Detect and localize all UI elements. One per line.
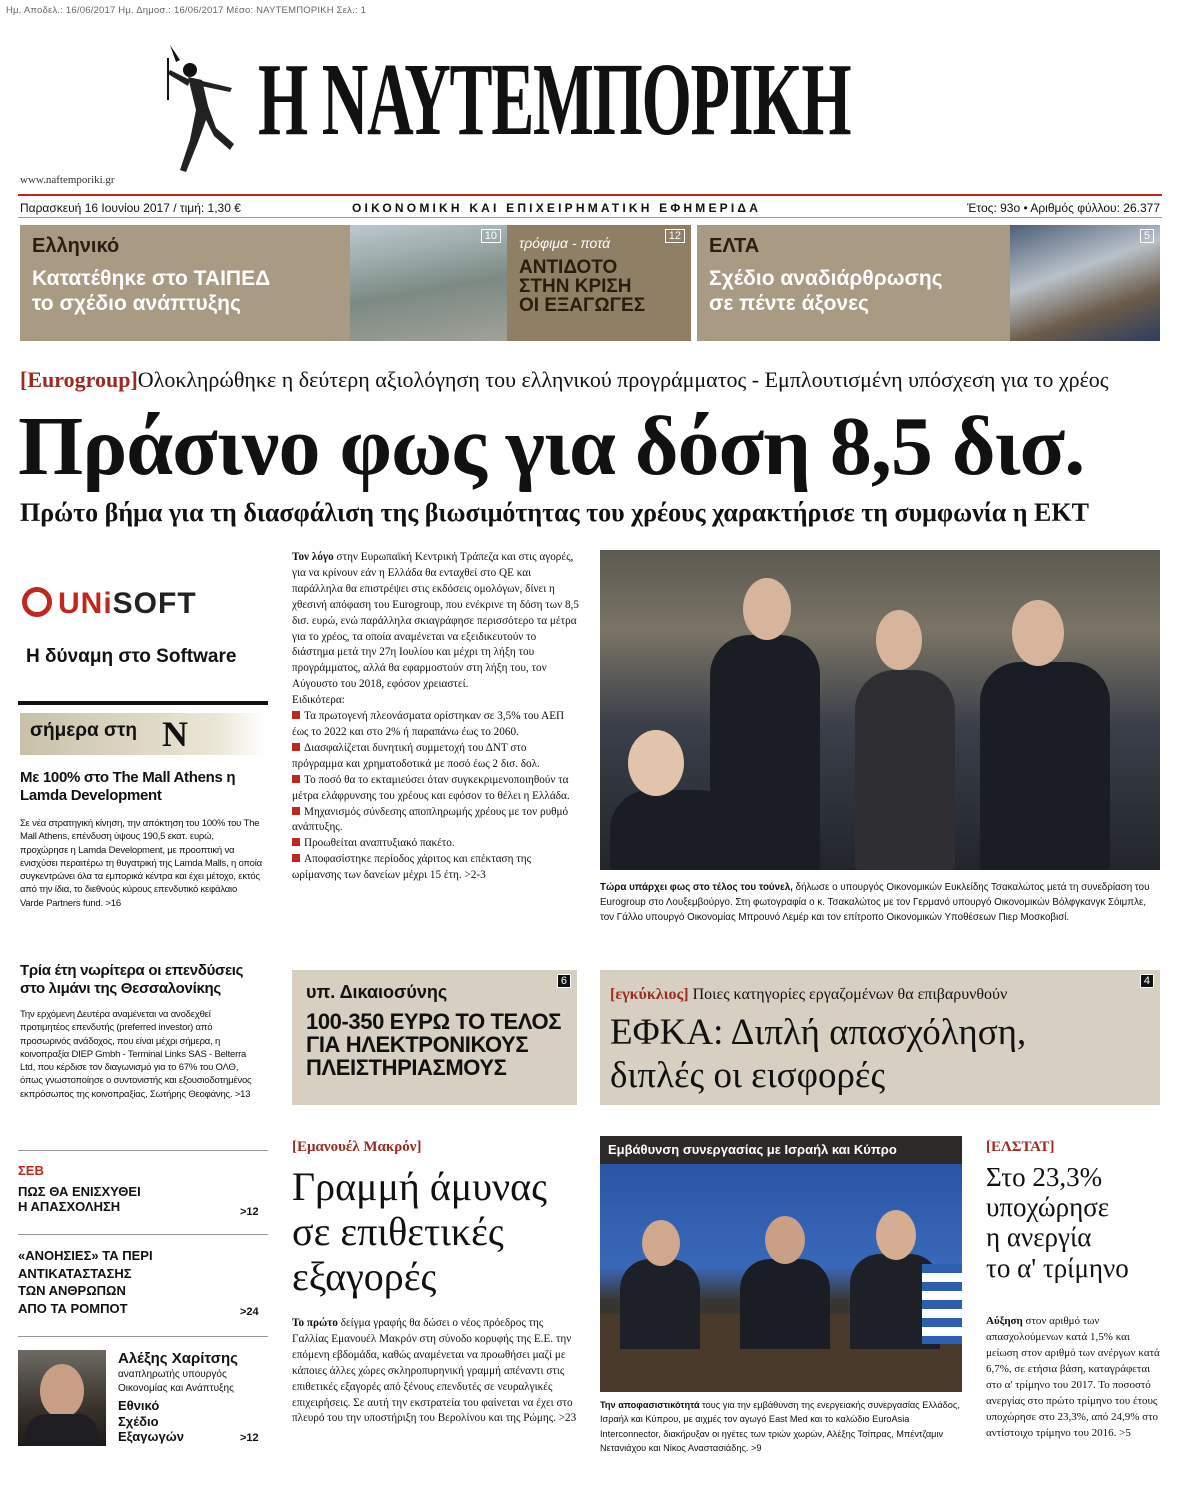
divider [18, 1234, 268, 1235]
sev-title[interactable]: ΠΩΣ ΘΑ ΕΝΙΣΧΥΘΕΙ Η ΑΠΑΣΧΟΛΗΣΗ [18, 1184, 141, 1214]
page-ref: >12 [240, 1206, 259, 1218]
page-number: 12 [665, 229, 685, 243]
signing-photo [600, 1164, 962, 1392]
unisoft-ring-icon [22, 587, 52, 617]
elta-photo [1010, 225, 1160, 341]
haritsis-portrait [18, 1350, 106, 1446]
teaser-text: ΑΝΤΙΔΟΤΟ ΣΤΗΝ ΚΡΙΣΗ ΟΙ ΕΞΑΓΩΓΕΣ [519, 257, 646, 316]
lead-bullet: Αποφασίστηκε περίοδος χάριτος και επέκταση της ωρίμανσης των δανείων μέχρι 15 έτη. >2-3 [292, 852, 579, 884]
dikaiosyni-box[interactable] [292, 970, 577, 1105]
left-story-title[interactable]: Με 100% στο The Mall Athens η Lamda Development [20, 769, 236, 804]
haritsis-role: αναπληρωτής υπουργός Οικονομίας και Ανάπτυξης [118, 1369, 234, 1394]
elstat-kicker: [ΕΛΣΤΑΤ] [986, 1139, 1055, 1155]
teaser-tag: τρόφιμα - ποτά [519, 235, 611, 251]
lead-headline[interactable]: Πράσινο φως για δόση 8,5 δισ. [18, 400, 1085, 493]
efka-box[interactable] [600, 970, 1160, 1105]
signing-caption: Την αποφασιστικότητά τους για την εμβάθυνση της ενεργειακής συνεργασίας Ελλάδος, Ισραήλ και Κύπρου, με αιχμές τον αγωγό East Med και το καλώδιο EuroAsia Interconnector, διακήρυξαν οι ηγέτες των τριών χωρών, Αλέξης Τσίπρας, Μπέντζαμιν Νετανιάχου και Νίκος Αναστασιάδης. >9 [600, 1400, 960, 1453]
header-divider [18, 217, 1162, 218]
left-story-body: Σε νέα στρατηγική κίνηση, την απόκτηση του 100% του The Mall Athens, επένδυση ύψους 190,5 εκατ. ευρώ, προχώρησε η Lamda Development, με προοπτική να ενισχύσει περαιτέρω τη θυγατρική της Lamda Malls, η οποία συγκεντρώνει όλα τα εμπορικά κέντρα και έχει μέτοχο, εκτός από την ίδια, το διεθνούς κύρους επενδυτικό κεφάλαιο Varde Partners fund. >16 [20, 818, 262, 909]
box-kicker: [εγκύκλιος] Ποιες κατηγορίες εργαζομένων θα επιβαρυνθούν [610, 986, 1008, 1003]
teaser-tag: ΕΛΤΑ [709, 235, 760, 257]
masthead-rule [18, 194, 1162, 196]
macron-kicker: [Εμανουέλ Μακρόν] [292, 1139, 422, 1155]
website-url[interactable]: www.naftemporiki.gr [20, 174, 115, 186]
left-story-body: Την ερχόμενη Δευτέρα αναμένεται να ανοδεχθεί προτιμητέος επενδυτής (preferred investor) από προσωρινός ανάδοχος, που είναι μέχρι σήμερα, η κοινοπραξία DIEP Gmbh - Terminal Links SAS - Belterra Ltd, που κέρδισε τον διαγωνισμό για το 67% του ΟΛΘ, όπως γνωστοποίησε ο συντονιστής και εξουσιοδοτημένος εκπρόσωπος της κοινοπραξίας, Σωτήρης Θεοφάνης. >13 [20, 1009, 252, 1100]
left-story-title[interactable]: Τρία έτη νωρίτερα οι επενδύσεις στο λιμάνι της Θεσσαλονίκης [20, 962, 244, 997]
teaser-elta[interactable] [697, 225, 1010, 341]
page-number: 5 [1140, 229, 1154, 243]
hermes-logo-icon [150, 40, 245, 180]
issue-number: Έτος: 93ο • Αριθμός φύλλου: 26.377 [967, 201, 1160, 215]
lead-bullet: Το ποσό θα το εκταμιεύσει όταν συγκεκριμενοποιηθούν τα μέτρα ελάφρυνσης του χρέους και εφόσον το θέλει η Ελλάδα. [292, 773, 579, 805]
lead-deck: Πρώτο βήμα για τη διασφάλιση της βιωσιμότητας του χρέους χαρακτήρισε τη συμφωνία η ΕΚΤ [20, 498, 1089, 527]
lead-bullet: Διασφαλίζεται δυνητική συμμετοχή του ΔΝΤ στο πρόγραμμα και χρηματοδοτικά με ποσό έως 2 δισ. δολ. [292, 741, 579, 773]
israel-banner: Εμβάθυνση συνεργασίας με Ισραήλ και Κύπρο [600, 1136, 962, 1164]
lead-bullet: Μηχανισμός σύνδεσης αποπληρωμής χρέους με τον ρυθμό ανάπτυξης. [292, 805, 579, 837]
page-number: 6 [557, 974, 571, 988]
lead-body: Τον λόγο στην Ευρωπαϊκή Κεντρική Τράπεζα και στις αγορές, για να κρίνουν εάν η Ελλάδα θα ενταχθεί στο QE και παράλληλα θα επιστρέψει στις εκδόσεις ομολόγων, δίνει η χθεσινή απόφαση του Eurogroup, που ενέκρινε τη δόση των 8,5 δισ. ευρώ, ενώ παράλληλα σκιαγράφησε περισσότερο τα μέτρα για το χρέος, τα οποία αναμένεται να εξειδικευτούν το διάστημα μετά την 27η Ιουλίου και μέχρι τη λήξη του προγράμματος, αλλά θα εφαρμοστούν στη λήξη του, τον Αύγουστο του 2018, εφόσον χρειαστεί. Ειδικότερα: Τα πρωτογενή πλεονάσματα ορίστηκαν σε 3,5% του ΑΕΠ έως το 2022 και στο 2% ή παραπάνω έως το 2060. Διασφαλίζεται δυνητική συμμετοχή του ΔΝΤ στο πρόγραμμα και χρηματοδοτικά με ποσό έως 2 δισ. δολ. Το ποσό θα το εκταμιεύσει όταν συγκεκριμενοποιηθούν τα μέτρα ελάφρυνσης του χρέους και εφόσον το θέλει η Ελλάδα. Μηχανισμός σύνδεσης αποπληρωμής χρέους με τον ρυθμό ανάπτυξης. Προωθείται αναπτυξιακό πακέτο. Αποφασίστηκε περίοδος χάριτος και επέκταση της ωρίμανσης των δανείων μέχρι 15 έτη. >2-3 [292, 550, 579, 884]
lead-bullet: Τα πρωτογενή πλεονάσματα ορίστηκαν σε 3,5% του ΑΕΠ έως το 2022 και στο 2% ή παραπάνω έως το 2060. [292, 709, 579, 741]
unisoft-logo[interactable]: UNiSOFT [22, 587, 197, 621]
page-number: 4 [1140, 974, 1154, 988]
box-kicker: υπ. Δικαιοσύνης [306, 982, 448, 1002]
elstat-headline[interactable]: Στο 23,3% υποχώρησε η ανεργία το α' τρίμηνο [986, 1162, 1129, 1283]
teaser-text: Κατατέθηκε στο ΤΑΙΠΕΔ το σχέδιο ανάπτυξης [32, 267, 271, 315]
simera-label: σήμερα στη [30, 720, 138, 741]
divider [18, 1336, 268, 1337]
teaser-text: Σχέδιο αναδιάρθρωσης σε πέντε άξονες [709, 267, 943, 315]
tagline: ΟΙΚΟΝΟΜΙΚΗ ΚΑΙ ΕΠΙΧΕΙΡΗΜΑΤΙΚΗ ΕΦΗΜΕΡΙΔΑ [352, 201, 762, 215]
lead-bullet: Προωθείται αναπτυξιακό πακέτο. [292, 836, 579, 852]
eurogroup-photo [600, 550, 1160, 870]
robots-title[interactable]: «ΑΝΟΗΣΙΕΣ» ΤΑ ΠΕΡΙ ΑΝΤΙΚΑΤΑΣΤΑΣΗΣ ΤΩΝ ΑΝΘΡΩΠΩΝ ΑΠΟ ΤΑ ΡΟΜΠΟΤ [18, 1248, 153, 1316]
lead-kicker: [Eurogroup]Ολοκληρώθηκε η δεύτερη αξιολόγηση του ελληνικού προγράμματος - Εμπλουτισμένη υπόσχεση για το χρέος [20, 367, 1109, 392]
haritsis-name: Αλέξης Χαρίτσης [118, 1350, 238, 1367]
page-ref: >24 [240, 1306, 259, 1318]
dateline: Παρασκευή 16 Ιουνίου 2017 / τιμή: 1,30 € [20, 201, 241, 215]
airport-photo [350, 225, 507, 341]
page-number: 10 [481, 229, 501, 243]
photo-caption: Τώρα υπάρχει φως στο τέλος του τούνελ, δήλωσε ο υπουργός Οικονομικών Ευκλείδης Τσακαλώτος μετά τη συνεδρίαση του Eurogroup στο Λουξεμβούργο. Στη φωτογραφία ο κ. Τσακαλώτος με τον Γερμανό υπουργό Οικονομικών Βόλφγκανγκ Σόιμπλε, τον Γάλλο υπουργό Οικονομίας Μπρουνό Λεμέρ και τον επίτροπο Οικονομικών Υποθέσεων Πιερ Μοσκοβισί. [600, 882, 1150, 924]
elstat-body: Αύξηση στον αριθμό των απασχολούμενων κατά 1,5% και μείωση στον αριθμό των ανέργων κατά 6,7%, σε ετήσια βάση, καταγράφεται στο α' τρίμηνο του 2017. Το ποσοστό ανεργίας στο πρώτο τρίμηνο του έτους υποχώρησε στο 23,3%, από 24,9% στο αντίστοιχο τρίμηνο του 2016. >5 [986, 1315, 1160, 1439]
teaser-tag: Ελληνικό [32, 235, 120, 257]
teaser-trofima[interactable] [507, 225, 691, 341]
box-headline: 100-350 ΕΥΡΩ ΤΟ ΤΕΛΟΣ ΓΙΑ ΗΛΕΚΤΡΟΝΙΚΟΥΣ ΠΛΕΙΣΤΗΡΙΑΣΜΟΥΣ [306, 1009, 561, 1081]
divider [18, 1150, 268, 1151]
masthead-title: Η ΝΑΥΤΕΜΠΟΡΙΚΗ [258, 42, 851, 157]
teaser-elliniko[interactable] [20, 225, 350, 341]
page-ref: >12 [240, 1432, 259, 1444]
column-divider [18, 701, 268, 705]
haritsis-topic[interactable]: Εθνικό Σχέδιο Εξαγωγών [118, 1398, 184, 1445]
sev-label: ΣΕΒ [18, 1163, 44, 1178]
macron-body: Το πρώτο δείγμα γραφής θα δώσει ο νέος πρόεδρος της Γαλλίας Εμανουέλ Μακρόν στη σύνοδο κορυφής της Ε.Ε. την επόμενη εβδομάδα, καθώς αναμένεται να προωθήσει μαζί με κάποιες άλλες χώρες σκληροπυρηνική γραμμή απέναντι στις επιθετικές εξαγορές από ξένους επενδυτές σε νευραλγικές επιχειρήσεις. Σε αυτή την εκστρατεία του φαίνεται να έχει στο πλευρό του την υποστήριξη του Βερολίνου και της Ρώμης. >23 [292, 1317, 577, 1425]
ad-slogan: Η δύναμη στο Software [26, 646, 237, 667]
clipping-meta: Ημ. Αποδελ.: 16/06/2017 Ημ. Δημοσ.: 16/06/2017 Μέσο: ΝΑΥΤΕΜΠΟΡΙΚΗ Σελ.: 1 [6, 5, 367, 16]
box-headline: ΕΦΚΑ: Διπλή απασχόληση, διπλές οι εισφορές [610, 1012, 1027, 1096]
simera-letter: Ν [162, 714, 188, 754]
macron-headline[interactable]: Γραμμή άμυνας σε επιθετικές εξαγορές [292, 1164, 547, 1299]
